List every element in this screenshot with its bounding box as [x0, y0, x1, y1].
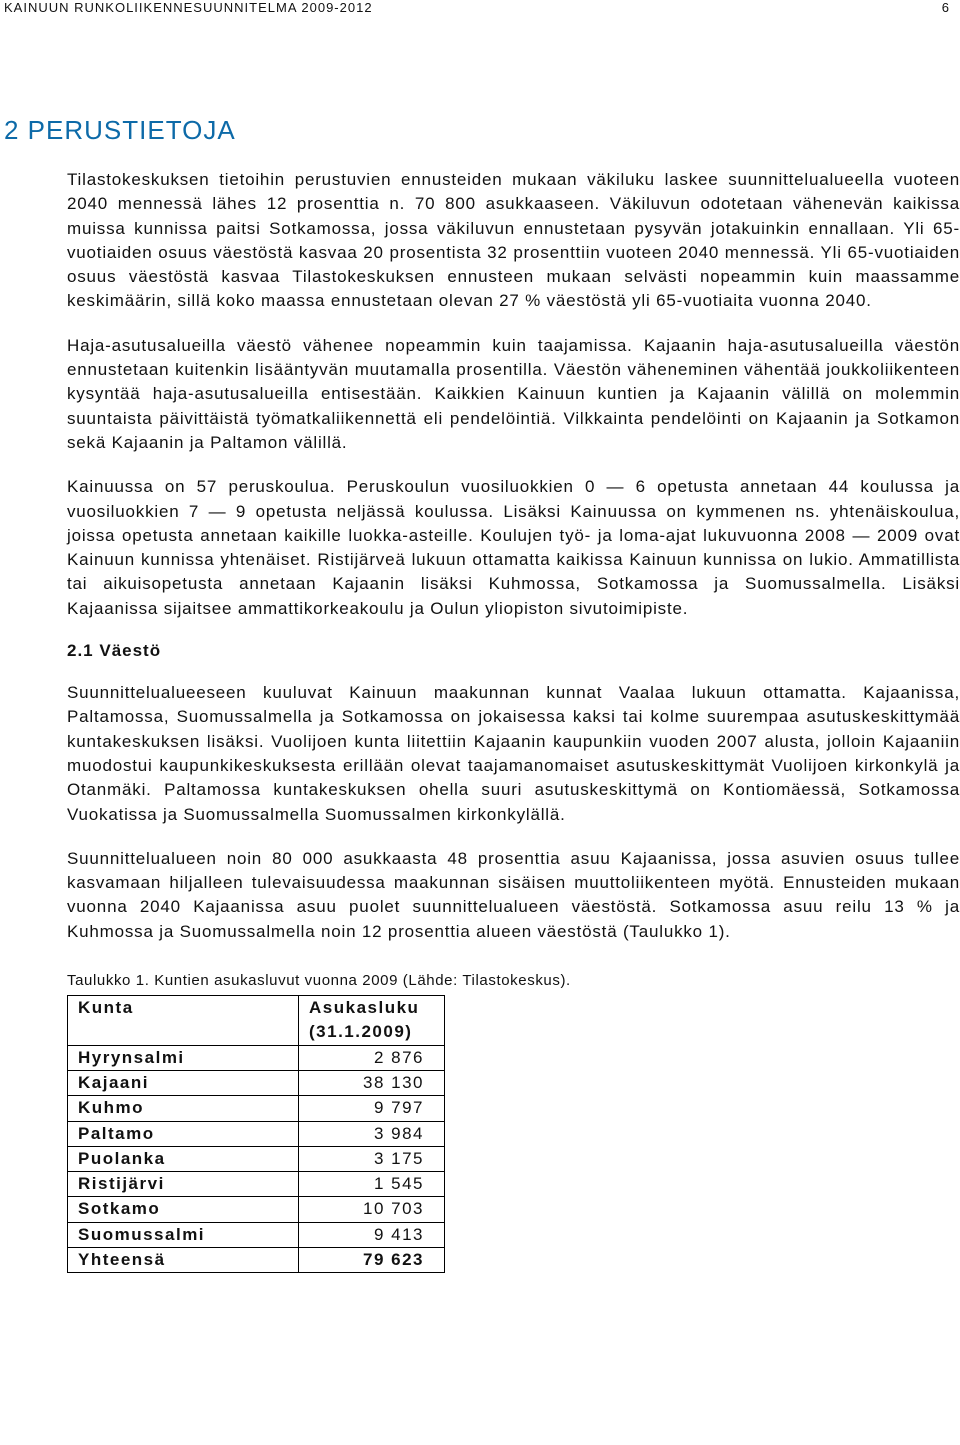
paragraph: Haja-asutusalueilla väestö vähenee nopeammin kuin taajamissa. Kajaanin haja-asutusalueilla väestön ennustetaan kuitenkin lisääntyvän muutamalla prosentilla. Väestön väheneminen vähentää joukkoliikenteen kysyntää haja-asutusalueilla entisestään. Kaikkien Kainuun kuntien ja Kajaanin välillä on molemmin suuntaista päivittäistä työmatkaliikennettä eli pendelöintiä. Vilkkainta pendelöinti on Kajaanin ja Sotkamon sekä Kajaanin ja Paltamon välillä. [67, 335, 960, 452]
column-header-municipality: Kunta [68, 996, 299, 1046]
population-value: 9 797 [299, 1096, 445, 1121]
page-number: 6 [941, 0, 950, 15]
column-header-population: Asukasluku (31.1.2009) [299, 996, 445, 1046]
table-row [68, 1172, 445, 1197]
table-total-row [68, 1247, 445, 1272]
population-value: 2 876 [299, 1045, 445, 1070]
document-title: KAINUUN RUNKOLIIKENNESUUNNITELMA 2009-2012 [4, 0, 373, 15]
population-value: 3 175 [299, 1146, 445, 1171]
population-value: 38 130 [299, 1070, 445, 1095]
municipality-name: Ristijärvi [68, 1172, 299, 1197]
municipality-name: Suomussalmi [68, 1222, 299, 1247]
municipality-name: Paltamo [68, 1121, 299, 1146]
municipality-name: Sotkamo [68, 1197, 299, 1222]
table-row [68, 1045, 445, 1070]
table-row [68, 1197, 445, 1222]
page-header [0, 0, 960, 26]
paragraph: Tilastokeskuksen tietoihin perustuvien ennusteiden mukaan väkiluku laskee suunnittelualueella vuoteen 2040 mennessä lähes 12 prosenttia n. 70 800 asukkaaseen. Väkiluvun odotetaan vähenevän kaikissa muissa kunnissa paitsi Sotkamossa, jossa väkiluvun ennustetaan pysyvän jotakuinkin ennallaan. Yli 65-vuotiaiden osuus väestöstä kasvaa 20 prosentista 32 prosenttiin vuoteen 2040 mennessä. Yli 65-vuotiaiden osuus väestöstä kasvaa Tilastokeskuksen ennusteen mukaan selvästi nopeammin kuin maassamme keskimäärin, sillä koko maassa ennustetaan olevan 27 % väestöstä yli 65-vuotiaita vuonna 2040. [67, 170, 960, 311]
document-body [67, 168, 960, 1273]
table-row [68, 1096, 445, 1121]
population-value: 9 413 [299, 1222, 445, 1247]
table-row [68, 1222, 445, 1247]
population-table [67, 995, 445, 1273]
municipality-name: Kajaani [68, 1070, 299, 1095]
paragraph: Suunnittelualueen noin 80 000 asukkaasta 48 prosenttia asuu Kajaanissa, jossa asuvien osuus tullee kasvamaan hiljalleen tulevaisuudessa maakunnan sisäisen muuttoliikenteen myötä. Ennusteiden mukaan vuonna 2040 Kajaanissa asuu puolet suunnittelualueen väestöstä. Sotkamossa asuu reilu 13 % ja Kuhmossa ja Suomussalmella noin 12 prosenttia alueen väestöstä (Taulukko 1). [67, 848, 960, 941]
municipality-name: Puolanka [68, 1146, 299, 1171]
population-value: 10 703 [299, 1197, 445, 1222]
population-value: 3 984 [299, 1121, 445, 1146]
total-label: Yhteensä [68, 1247, 299, 1272]
paragraph: Kainuussa on 57 peruskoulua. Peruskoulun vuosiluokkien 0 — 6 opetusta annetaan 44 koulussa ja vuosiluokkien 7 — 9 opetusta neljässä koulussa. Lisäksi Kainuussa on kymmenen ns. yhtenäiskoulua, joissa opetusta annetaan kaikille luokka-asteille. Koulujen työ- ja loma-ajat lukuvuonna 2008 — 2009 ovat Kainuun kunnissa yhtenäiset. Ristijärveä lukuun ottamatta kaikissa Kainuun kunnissa on lukio. Ammatillista tai aikuisopetusta annetaan Kajaanin lisäksi Kuhmossa, Sotkamossa ja Suomussalmella. Lisäksi Kajaanissa sijaitsee ammattikorkeakoulu ja Oulun yliopiston sivutoimipiste. [67, 477, 960, 618]
table-header-row [68, 996, 445, 1046]
paragraph: Suunnittelualueeseen kuuluvat Kainuun maakunnan kunnat Vaalaa lukuun ottamatta. Kajaanissa, Paltamossa, Suomussalmella ja Sotkamossa on jokaisessa kaksi tai kolme suurempaa asutuskeskittymää kuntakeskuksen lisäksi. Vuolijoen kunta liitettiin Kajaanin kaupunkiin vuoden 2007 alusta, jolloin Kajaaniin muodostui kaupunkikeskuksesta erillään olevat taajamanomaiset asutuskeskittymät Vuolijoen kirkonkylä ja Otanmäki. Paltamossa kuntakeskuksen ohella suuri asutuskeskittymä on Kontiomäessä, Sotkamossa Vuokatissa ja Suomussalmella Suomussalmen kirkonkylällä. [67, 683, 960, 824]
table-row [68, 1070, 445, 1095]
subsection-heading: 2.1 Väestö [67, 641, 162, 661]
population-value: 1 545 [299, 1172, 445, 1197]
table-row [68, 1146, 445, 1171]
total-value: 79 623 [299, 1247, 445, 1272]
table-row [68, 1121, 445, 1146]
municipality-name: Kuhmo [68, 1096, 299, 1121]
municipality-name: Hyrynsalmi [68, 1045, 299, 1070]
table-caption: Taulukko 1. Kuntien asukasluvut vuonna 2009 (Lähde: Tilastokeskus). [67, 972, 571, 990]
section-heading: 2 PERUSTIETOJA [4, 115, 236, 145]
